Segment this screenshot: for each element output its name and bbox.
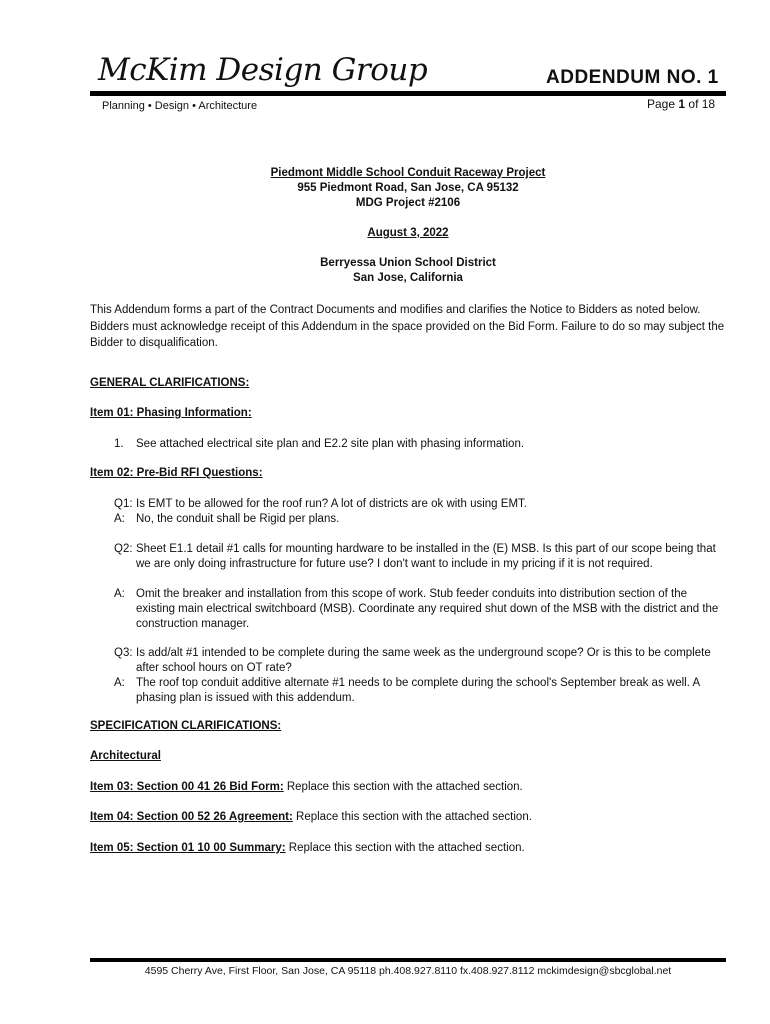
a1-label: A: xyxy=(114,513,125,525)
q2-text: Sheet E1.1 detail #1 calls for mounting hardware to be installed in the (E) MSB. Is this part of our scope being that we are only doing infrastructure for future use? I don't want to include in my pricing if it is not required. xyxy=(136,543,716,570)
q1-question xyxy=(114,497,726,512)
a3-text: The roof top conduit additive alternate #1 needs to be complete during the school's September break as well. A phasing plan is issued with this addendum. xyxy=(136,677,700,704)
district-name: Berryessa Union School District xyxy=(320,257,496,269)
item05 xyxy=(90,842,525,854)
item04 xyxy=(90,811,532,823)
company-logo: McKim Design Group xyxy=(98,52,428,88)
intro-paragraph: This Addendum forms a part of the Contract Documents and modifies and clarifies the Notice to Bidders as noted below. Bidders must acknowledge receipt of this Addendum in the space provided on the Bid Form. Failure to do so may subject the Bidder to disqualification. xyxy=(90,304,725,349)
page-prefix: Page xyxy=(647,97,676,111)
q3-question xyxy=(114,646,726,676)
q1-text: Is EMT to be allowed for the roof run? A lot of districts are ok with using EMT. xyxy=(136,498,527,510)
item01-text: See attached electrical site plan and E2.2 site plan with phasing information. xyxy=(136,438,525,450)
general-clarifications-heading: GENERAL CLARIFICATIONS: xyxy=(90,377,250,389)
project-address: 955 Piedmont Road, San Jose, CA 95132 xyxy=(297,182,519,194)
item02-heading: Item 02: Pre-Bid RFI Questions: xyxy=(90,467,263,479)
q1-label: Q1: xyxy=(114,498,133,510)
q3-text: Is add/alt #1 intended to be complete during the same week as the underground scope? Or is this to be complete after school hours on OT rate? xyxy=(136,647,711,674)
specification-clarifications-heading: SPECIFICATION CLARIFICATIONS: xyxy=(90,720,282,732)
item04-label: Item 04: Section 00 52 26 Agreement: xyxy=(90,811,293,823)
item01-number: 1. xyxy=(114,438,124,450)
page-total: of 18 xyxy=(688,97,716,111)
tagline: Planning • Design • Architecture xyxy=(102,100,258,112)
q2-answer xyxy=(114,587,726,632)
a2-label: A: xyxy=(114,588,125,600)
q2-question xyxy=(114,542,726,572)
q1-answer xyxy=(114,512,726,527)
q3-label: Q3: xyxy=(114,647,133,659)
q3-answer xyxy=(114,676,726,706)
project-title: Piedmont Middle School Conduit Raceway Project xyxy=(270,167,546,179)
architectural-subheading: Architectural xyxy=(90,750,161,762)
footer-contact: 4595 Cherry Ave, First Floor, San Jose, CA 95118 ph.408.927.8110 fx.408.927.8112 mckimdesign@sbcglobal.net xyxy=(144,965,672,977)
q2-label: Q2: xyxy=(114,543,133,555)
district-city: San Jose, California xyxy=(353,272,463,284)
item03-label: Item 03: Section 00 41 26 Bid Form: xyxy=(90,781,284,793)
page-number xyxy=(647,97,715,111)
a3-label: A: xyxy=(114,677,125,689)
page-current: 1 xyxy=(678,97,686,111)
project-number: MDG Project #2106 xyxy=(355,197,461,209)
a1-text: No, the conduit shall be Rigid per plans. xyxy=(136,513,340,525)
item03-text: Replace this section with the attached section. xyxy=(286,781,523,793)
footer-divider xyxy=(90,958,726,962)
item05-text: Replace this section with the attached section. xyxy=(288,842,525,854)
item05-label: Item 05: Section 01 10 00 Summary: xyxy=(90,842,286,854)
a2-text: Omit the breaker and installation from this scope of work. Stub feeder conduits into distribution section of the existing main electrical switchboard (MSB). Coordinate any required shut down of the MSB with the district and the construction manager. xyxy=(136,588,719,630)
item01-heading: Item 01: Phasing Information: xyxy=(90,407,252,419)
addendum-title: ADDENDUM NO. 1 xyxy=(546,67,719,88)
header-divider xyxy=(90,91,726,96)
item04-text: Replace this section with the attached section. xyxy=(296,811,532,823)
addendum-date: August 3, 2022 xyxy=(367,227,449,239)
item03 xyxy=(90,781,523,793)
